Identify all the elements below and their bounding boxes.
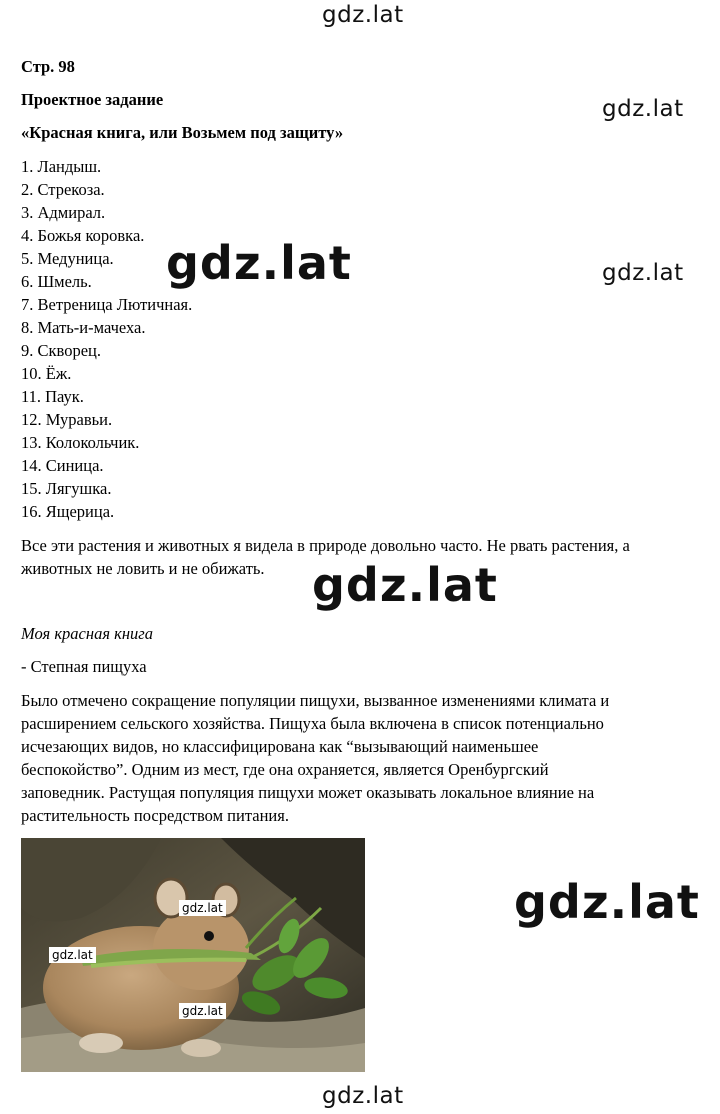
list-item: 14. Синица.	[21, 456, 104, 475]
description-line: беспокойство”. Одним из мест, где она охраняется, является Оренбургский	[21, 760, 549, 779]
description-line: Было отмечено сокращение популяции пищухи, вызванное изменениями климата и	[21, 691, 610, 710]
description-line: растительность посредством питания.	[21, 806, 289, 825]
list-item: 7. Ветреница Лютичная.	[21, 295, 193, 314]
animal-name: - Степная пищуха	[21, 657, 147, 676]
list-item: 3. Адмирал.	[21, 203, 106, 222]
list-item: 5. Медуница.	[21, 249, 114, 268]
watermark-large: gdz.lat	[166, 236, 352, 290]
conclusion-paragraph	[21, 534, 711, 580]
list-item: 13. Колокольчик.	[21, 433, 140, 452]
watermark-top: gdz.lat	[322, 2, 404, 28]
list-item: 12. Муравьи.	[21, 410, 113, 429]
watermark-large: gdz.lat	[312, 558, 498, 612]
list-item: 4. Божья коровка.	[21, 226, 145, 245]
watermark-large: gdz.lat	[514, 875, 700, 929]
photo-watermark: gdz.lat	[179, 900, 226, 916]
description-line: исчезающих видов, но классифицирована как “вызывающий наименьшее	[21, 737, 539, 756]
list-item: 2. Стрекоза.	[21, 180, 105, 199]
list-item: 10. Ёж.	[21, 364, 72, 383]
watermark-right: gdz.lat	[602, 96, 684, 122]
species-list	[21, 155, 192, 523]
list-item: 15. Лягушка.	[21, 479, 112, 498]
list-item: 1. Ландыш.	[21, 157, 102, 176]
pika-photo	[21, 838, 365, 1072]
photo-watermark: gdz.lat	[49, 947, 96, 963]
list-item: 11. Паук.	[21, 387, 84, 406]
book-title: Моя красная книга	[21, 624, 153, 643]
watermark-right: gdz.lat	[602, 260, 684, 286]
list-item: 6. Шмель.	[21, 272, 92, 291]
list-item: 16. Ящерица.	[21, 502, 115, 521]
section-title: Проектное задание	[21, 90, 164, 109]
description-paragraph	[21, 689, 711, 827]
page-label: Стр. 98	[21, 57, 75, 76]
description-line: расширением сельского хозяйства. Пищуха была включена в список потенциально	[21, 714, 604, 733]
photo-watermark: gdz.lat	[179, 1003, 226, 1019]
conclusion-line: Все эти растения и животных я видела в природе довольно часто. Не рвать растения, а	[21, 536, 630, 555]
list-item: 9. Скворец.	[21, 341, 101, 360]
description-line: заповедник. Растущая популяция пищухи может оказывать локальное влияние на	[21, 783, 595, 802]
conclusion-line: животных не ловить и не обижать.	[21, 559, 265, 578]
watermark-bottom: gdz.lat	[322, 1083, 404, 1109]
project-title: «Красная книга, или Возьмем под защиту»	[21, 123, 344, 142]
list-item: 8. Мать-и-мачеха.	[21, 318, 146, 337]
